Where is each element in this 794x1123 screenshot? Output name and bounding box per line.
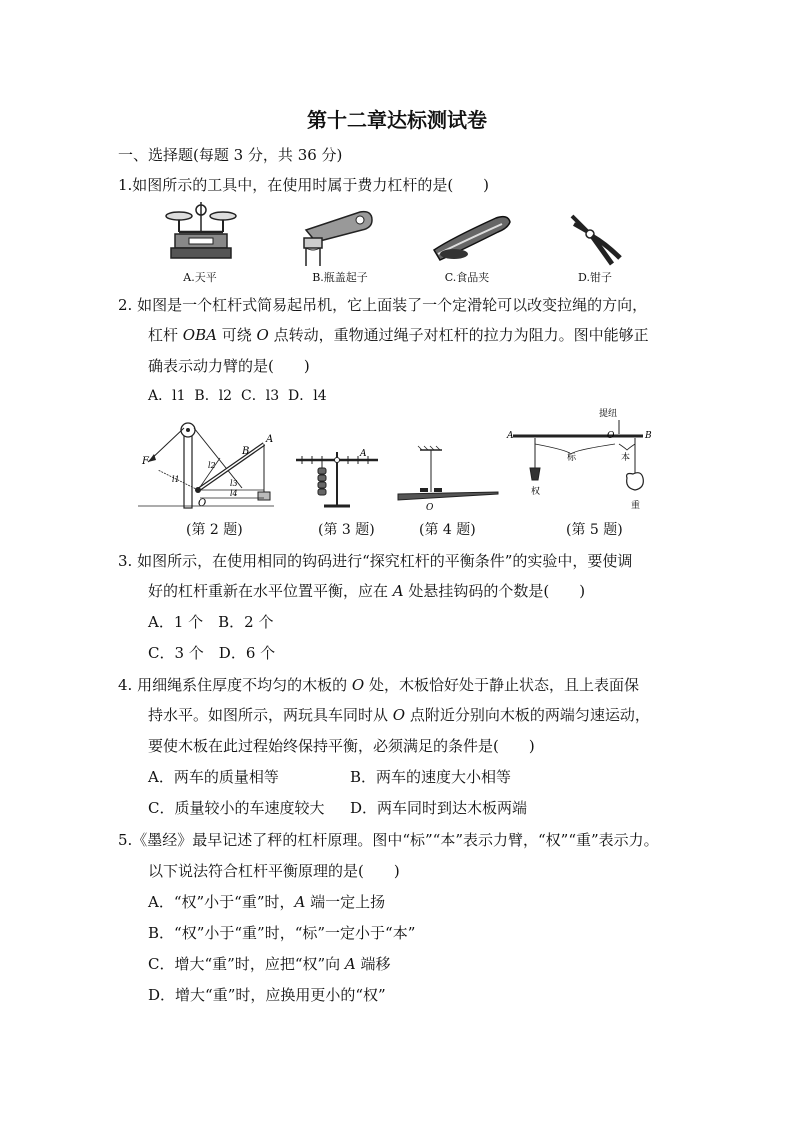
- fig5-label-quan: 权: [531, 487, 541, 497]
- fig5-label-biao: 标: [567, 453, 577, 463]
- q4-option-b: B．两车的速度大小相等: [350, 768, 512, 786]
- q2-option-b: B．l2: [194, 388, 233, 404]
- fig2-label-l2: l2: [208, 461, 216, 470]
- figure-2-crane: [138, 418, 274, 508]
- bottle-opener-image: [298, 208, 376, 266]
- q3-options-row1: A．1 个 B．2 个: [148, 613, 274, 631]
- q1-stem: 1.如图所示的工具中，在使用时属于费力杠杆的是( ): [118, 176, 490, 194]
- fig5-label-ben: 本: [621, 453, 631, 463]
- q5-option-b: B．“权”小于“重”时，“标”一定小于“本”: [148, 924, 416, 942]
- q4-option-a: A．两车的质量相等: [148, 768, 279, 786]
- figure-5-steelyard: [507, 408, 657, 512]
- q3-line2-text-c: 处悬挂钩码的个数是( ): [403, 582, 586, 600]
- page-title: 第十二章达标测试卷: [307, 108, 487, 132]
- q5-option-a: [148, 892, 385, 912]
- q5-option-a-text-c: 端一定上扬: [305, 893, 386, 911]
- fig2-label-l3: l3: [230, 479, 238, 488]
- q5-option-a-point: A: [294, 893, 306, 911]
- q2-lever-name: OBA: [182, 326, 217, 344]
- q3-line2-text-a: 好的杠杆重新在水平位置平衡，应在: [148, 582, 393, 600]
- q1-caption-c: C.食品夹: [444, 271, 490, 284]
- q4-line1-text-c: 处，木板恰好处于静止状态，且上表面保: [364, 676, 639, 694]
- fig5-label-o: O: [607, 431, 615, 441]
- q4-line3: 要使木板在此过程始终保持平衡，必须满足的条件是( ): [148, 737, 535, 755]
- q4-line2-text-c: 点附近分别向木板的两端匀速运动，: [405, 706, 650, 724]
- fig2-label-f: F: [142, 456, 149, 467]
- q1-caption-d: D.钳子: [578, 271, 612, 284]
- figure-4-board: [396, 448, 500, 513]
- fig3-label-a: A: [360, 449, 367, 459]
- q2-options: [148, 386, 327, 406]
- q3-options-row2: C．3 个 D．6 个: [148, 644, 276, 662]
- q4-line1-text-a: 4. 用细绳系住厚度不均匀的木板的: [118, 676, 352, 694]
- q1-caption-b: B.瓶盖起子: [312, 271, 368, 284]
- figure-4-caption: (第 4 题): [419, 522, 476, 538]
- q5-option-c: [148, 954, 391, 974]
- q5-line1: 5.《墨经》最早记述了秤的杠杆原理。图中“标”“本”表示力臂，“权”“重”表示力。: [118, 831, 659, 849]
- fig5-label-tiniu: 提纽: [599, 409, 618, 419]
- q2-line2-text-a: 杠杆: [148, 326, 183, 344]
- q2-option-c: C．l3: [241, 388, 280, 404]
- q2-line2: [148, 325, 649, 345]
- q4-point-o-1: O: [351, 676, 365, 694]
- figure-3-caption: (第 3 题): [318, 522, 375, 538]
- fig5-label-a: A: [507, 431, 514, 441]
- fig5-label-b: B: [645, 431, 652, 441]
- fig2-label-l1: l1: [172, 475, 180, 484]
- fig2-label-a: A: [266, 434, 274, 445]
- q2-line2-text-c: 可绕: [216, 326, 257, 344]
- q5-option-d: D．增大“重”时，应换用更小的“权”: [148, 986, 386, 1004]
- q2-line1: 2. 如图是一个杠杆式简易起吊机，它上面装了一个定滑轮可以改变拉绳的方向，: [118, 296, 648, 314]
- fig4-label-o: O: [426, 503, 434, 513]
- fig2-label-l4: l4: [230, 489, 238, 498]
- fig2-label-b: B: [242, 446, 250, 457]
- q2-line3: 确表示动力臂的是( ): [148, 357, 310, 375]
- q4-line1: [118, 675, 639, 695]
- q4-option-d: D．两车同时到达木板两端: [350, 799, 528, 817]
- q4-point-o-2: O: [392, 706, 406, 724]
- q2-pivot-name: O: [256, 326, 269, 344]
- q4-line2-text-a: 持水平。如图所示，两玩具车同时从: [148, 706, 393, 724]
- section-heading: 一、选择题(每题 3 分，共 36 分): [118, 146, 343, 164]
- q2-option-d: D．l4: [288, 388, 327, 404]
- q5-line2: 以下说法符合杠杆平衡原理的是( ): [148, 862, 400, 880]
- q5-option-c-text-a: C．增大“重”时，应把“权”向: [148, 955, 345, 973]
- q5-option-c-point: A: [344, 955, 356, 973]
- figure-2-caption: (第 2 题): [186, 522, 243, 538]
- food-tongs-image: [432, 210, 512, 266]
- q2-option-a: A．l1: [148, 388, 186, 404]
- q3-point-a: A: [392, 582, 404, 600]
- q4-line2: [148, 705, 650, 725]
- fig2-label-o: O: [198, 498, 207, 509]
- q1-caption-a: A.天平: [183, 271, 217, 284]
- pliers-image: [568, 210, 624, 266]
- figure-5-caption: (第 5 题): [566, 522, 623, 538]
- balance-scale-image: [165, 198, 237, 266]
- q4-option-c: C．质量较小的车速度较大: [148, 799, 325, 817]
- q5-option-a-text-a: A．“权”小于“重”时，: [148, 893, 295, 911]
- q5-option-c-text-c: 端移: [355, 955, 391, 973]
- fig5-label-zhong: 重: [631, 501, 641, 511]
- q3-line1: 3. 如图所示，在使用相同的钩码进行“探究杠杆的平衡条件”的实验中，要使调: [118, 552, 633, 570]
- q3-line2: [148, 581, 585, 601]
- figure-3-lever: [294, 448, 380, 510]
- q2-line2-text-e: 点转动，重物通过绳子对杠杆的拉力为阻力。图中能够正: [268, 326, 649, 344]
